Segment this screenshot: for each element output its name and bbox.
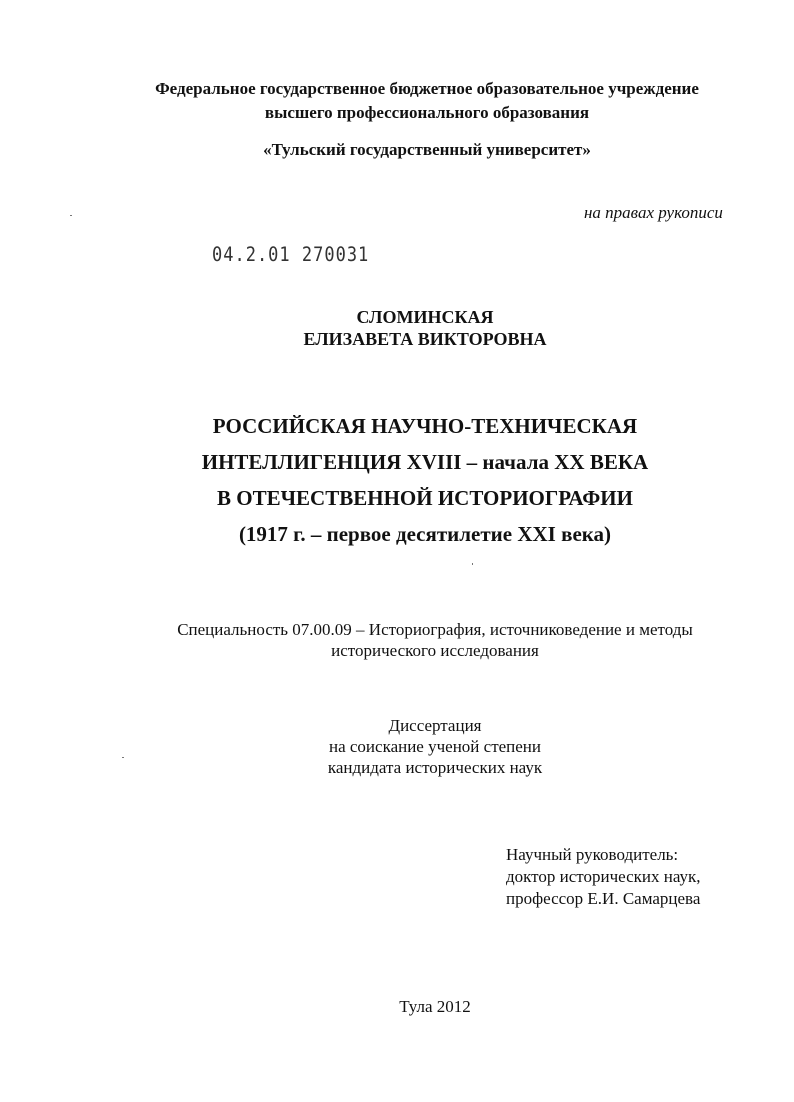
institution-line-1: Федеральное государственное бюджетное образовательное учреждение xyxy=(155,79,699,98)
archive-stamp-number: 04.2.01 270031 xyxy=(212,243,370,267)
place-and-year: Тула 2012 xyxy=(399,997,471,1016)
specialty xyxy=(38,619,794,661)
title-line-1: РОССИЙСКАЯ НАУЧНО-ТЕХНИЧЕСКАЯ xyxy=(212,414,638,438)
degree-line-2: на соискание ученой степени xyxy=(328,737,542,756)
degree-line-1: Диссертация xyxy=(388,716,482,735)
author-given-names: ЕЛИЗАВЕТА ВИКТОРОВНА xyxy=(303,329,547,349)
author-surname: СЛОМИНСКАЯ xyxy=(356,307,494,327)
specialty-line-1: Специальность 07.00.09 – Историография, источниковедение и методы xyxy=(177,620,693,639)
scan-speck xyxy=(472,563,473,565)
scan-speck xyxy=(70,215,72,216)
degree-statement xyxy=(38,715,794,778)
title-line-4: (1917 г. – первое десятилетие XXI века) xyxy=(238,522,612,546)
institution-line-2: высшего профессионального образования xyxy=(264,103,590,122)
university-name: «Тульский государственный университет» xyxy=(263,140,591,159)
dissertation-title xyxy=(28,408,794,552)
advisor-line-3: профессор Е.И. Самарцева xyxy=(506,889,701,908)
author-name xyxy=(28,306,794,350)
scan-speck xyxy=(122,757,124,758)
advisor-line-2: доктор исторических наук, xyxy=(506,867,701,886)
specialty-line-2: исторического исследования xyxy=(331,641,539,660)
advisor-line-1: Научный руководитель: xyxy=(506,845,679,864)
scientific-advisor xyxy=(506,844,701,910)
manuscript-note: на правах рукописи xyxy=(584,203,723,222)
title-line-3: В ОТЕЧЕСТВЕННОЙ ИСТОРИОГРАФИИ xyxy=(217,486,633,510)
degree-line-3: кандидата исторических наук xyxy=(327,758,543,777)
institution-header xyxy=(30,77,794,125)
title-line-2: ИНТЕЛЛИГЕНЦИЯ XVIII – начала XX ВЕКА xyxy=(201,450,649,474)
